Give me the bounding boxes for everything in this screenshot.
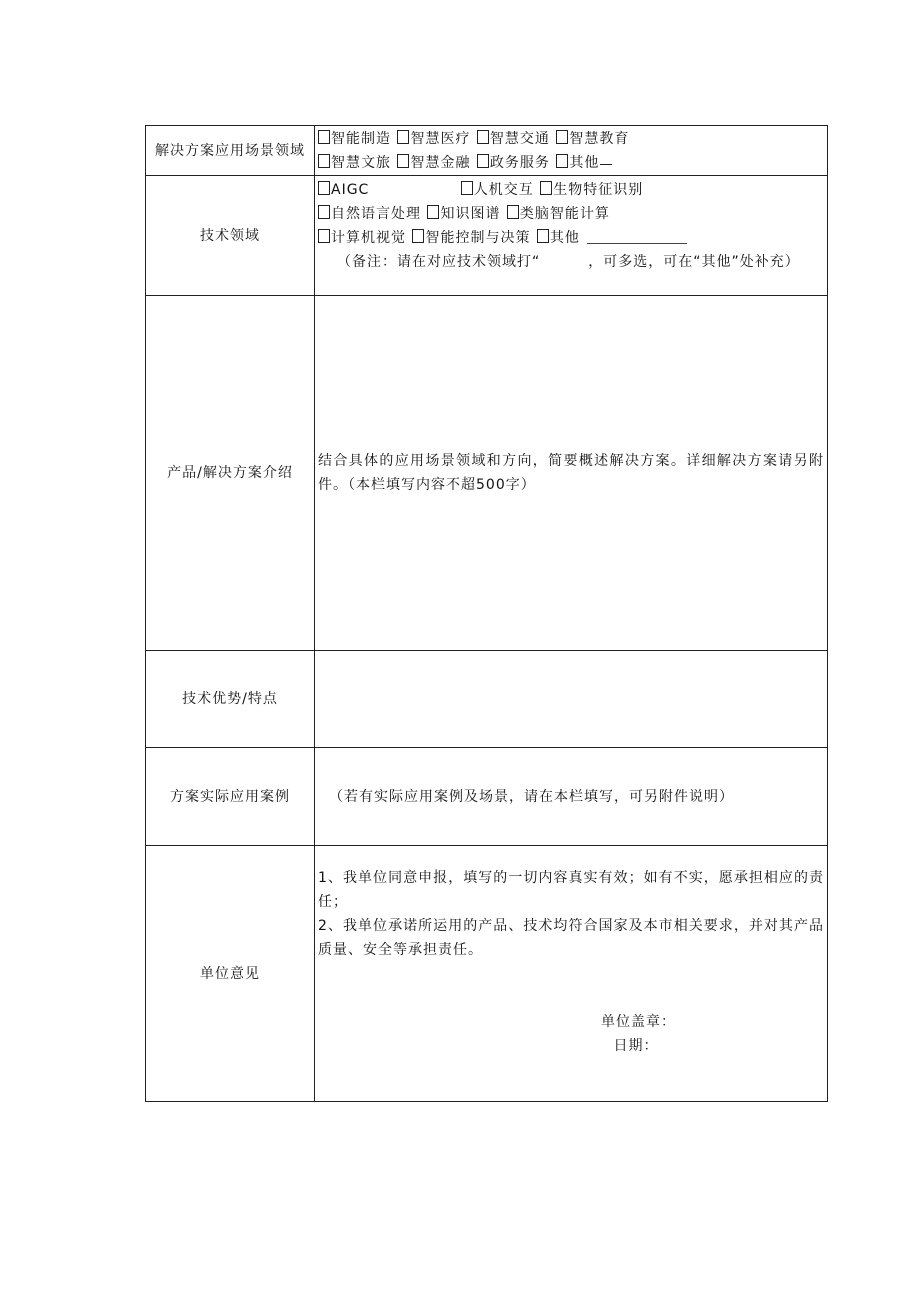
scene-options-line-2 xyxy=(315,151,827,175)
checkbox-intelligent-control[interactable] xyxy=(412,229,424,243)
option-government-services: 政务服务 xyxy=(489,154,550,171)
option-intelligent-control: 智能控制与决策 xyxy=(425,230,531,246)
tech-options-line-2 xyxy=(315,202,827,226)
checkbox-human-computer-interaction[interactable] xyxy=(461,181,473,195)
opinion-item-2: 2、我单位承诺所运用的产品、技术均符合国家及本市相关要求，并对其产品质量、安全等承担责任。 xyxy=(318,918,824,958)
tech-options-line-3 xyxy=(315,226,827,250)
scene-options xyxy=(315,126,828,176)
option-smart-tourism: 智慧文旅 xyxy=(331,154,391,171)
checkbox-aigc[interactable] xyxy=(318,181,330,195)
option-knowledge-graph: 知识图谱 xyxy=(440,206,501,222)
option-intelligent-manufacturing: 智能制造 xyxy=(331,130,391,147)
tech-options xyxy=(315,176,828,296)
option-smart-transport: 智慧交通 xyxy=(489,130,550,147)
cases-cell[interactable] xyxy=(315,748,828,846)
cases-row xyxy=(146,748,828,846)
option-computer-vision: 计算机视觉 xyxy=(331,230,406,246)
opinion-label: 单位意见 xyxy=(146,846,315,1102)
checkbox-brain-inspired-computing[interactable] xyxy=(507,205,519,219)
tech-note-part-3: 处补充） xyxy=(739,254,800,270)
checkbox-computer-vision[interactable] xyxy=(318,229,330,243)
checkbox-smart-tourism[interactable] xyxy=(318,154,330,168)
advantage-label: 技术优势/特点 xyxy=(146,651,315,748)
option-nlp: 自然语言处理 xyxy=(331,206,421,222)
tech-note-part-2: ，可多选，可在“其他” xyxy=(588,254,740,270)
option-brain-inspired-computing: 类脑智能计算 xyxy=(519,206,610,222)
option-smart-education: 智慧教育 xyxy=(569,130,630,147)
scene-other-fill-line[interactable] xyxy=(600,155,612,165)
tech-row xyxy=(146,176,828,296)
checkbox-government-services[interactable] xyxy=(477,154,489,168)
intro-label: 产品/解决方案介绍 xyxy=(146,296,315,651)
option-smart-finance: 智慧金融 xyxy=(410,154,471,171)
option-smart-healthcare: 智慧医疗 xyxy=(410,130,471,147)
intro-text: 结合具体的应用场景领域和方向，简要概述解决方案。详细解决方案请另附件。（本栏填写内容不超500字） xyxy=(318,453,824,493)
option-human-computer-interaction: 人机交互 xyxy=(473,182,534,198)
application-form-table xyxy=(145,125,828,1102)
tech-options-line-1 xyxy=(315,178,827,202)
opinion-row xyxy=(146,846,828,1102)
option-aigc: AIGC xyxy=(331,182,370,198)
cases-label: 方案实际应用案例 xyxy=(146,748,315,846)
checkbox-biometric-recognition[interactable] xyxy=(540,181,552,195)
opinion-item-1: 1、我单位同意申报，填写的一切内容真实有效；如有不实，愿承担相应的责任； xyxy=(318,870,824,910)
checkbox-smart-healthcare[interactable] xyxy=(397,130,409,144)
scene-row xyxy=(146,126,828,176)
checkbox-nlp[interactable] xyxy=(318,205,330,219)
checkbox-scene-other[interactable] xyxy=(556,154,568,168)
option-scene-other: 其他 xyxy=(569,154,600,171)
checkbox-tech-other[interactable] xyxy=(537,229,549,243)
intro-row xyxy=(146,296,828,651)
option-tech-other: 其他 xyxy=(549,230,580,246)
checkbox-smart-finance[interactable] xyxy=(397,154,409,168)
tech-label: 技术领域 xyxy=(146,176,315,296)
tech-note-part-1: （备注：请在对应技术领域打“ xyxy=(337,254,541,270)
checkbox-smart-education[interactable] xyxy=(556,130,568,144)
advantage-cell[interactable] xyxy=(315,651,828,748)
checkbox-intelligent-manufacturing[interactable] xyxy=(318,130,330,144)
advantage-row xyxy=(146,651,828,748)
opinion-cell xyxy=(315,846,828,1102)
tech-note xyxy=(315,250,827,274)
checkbox-smart-transport[interactable] xyxy=(477,130,489,144)
date-label: 日期： xyxy=(613,1038,659,1054)
tech-other-fill-line[interactable] xyxy=(587,229,687,244)
intro-cell[interactable] xyxy=(315,296,828,651)
option-biometric-recognition: 生物特征识别 xyxy=(553,182,644,198)
scene-options-line-1 xyxy=(315,127,827,151)
checkbox-knowledge-graph[interactable] xyxy=(427,205,439,219)
scene-label: 解决方案应用场景领域 xyxy=(146,126,315,176)
seal-label: 单位盖章： xyxy=(601,1014,676,1030)
cases-text: （若有实际应用案例及场景，请在本栏填写，可另附件说明） xyxy=(329,788,734,805)
